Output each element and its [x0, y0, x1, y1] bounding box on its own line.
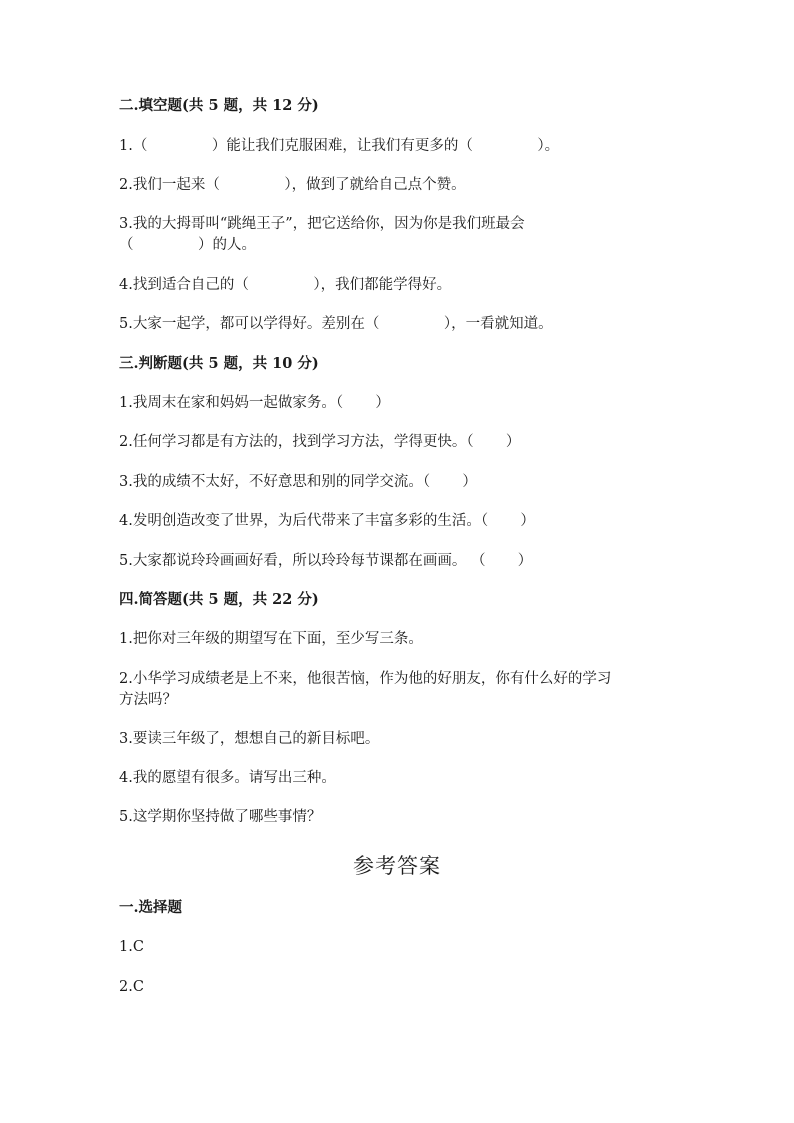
- section2-heading: 二.填空题(共 5 题，共 12 分): [119, 97, 319, 114]
- fill-question-4: 4.找到适合自己的（ ），我们都能学得好。: [119, 277, 452, 293]
- judge-question-5: 5.大家都说玲玲画画好看，所以玲玲每节课都在画画。 （ ）: [119, 553, 533, 569]
- section3-heading: 三.判断题(共 5 题，共 10 分): [119, 355, 319, 372]
- short-question-4: 4.我的愿望有很多。请写出三种。: [119, 770, 336, 786]
- fill-question-2: 2.我们一起来（ ），做到了就给自己点个赞。: [119, 177, 466, 193]
- judge-question-4: 4.发明创造改变了世界，为后代带来了丰富多彩的生活。（ ）: [119, 513, 535, 529]
- answer-1: 1.C: [119, 939, 144, 955]
- fill-question-3-line2: （ ）的人。: [119, 237, 257, 253]
- answers-title: 参考答案: [353, 854, 441, 878]
- section4-heading: 四.简答题(共 5 题，共 22 分): [119, 591, 319, 608]
- judge-question-2: 2.任何学习都是有方法的，找到学习方法，学得更快。（ ）: [119, 434, 521, 450]
- short-question-5: 5.这学期你坚持做了哪些事情？: [119, 809, 322, 825]
- short-question-2-line2: 方法吗？: [119, 692, 177, 708]
- fill-question-5: 5.大家一起学，都可以学得好。差别在（ ），一看就知道。: [119, 316, 553, 332]
- answer-2: 2.C: [119, 979, 144, 995]
- answers-section1-heading: 一.选择题: [119, 899, 183, 916]
- short-question-1: 1.把你对三年级的期望写在下面，至少写三条。: [119, 631, 423, 647]
- judge-question-1: 1.我周末在家和妈妈一起做家务。（ ）: [119, 395, 390, 411]
- short-question-3: 3.要读三年级了，想想自己的新目标吧。: [119, 731, 380, 747]
- fill-question-3-line1: 3.我的大拇哥叫“跳绳王子”，把它送给你，因为你是我们班最会: [119, 216, 525, 232]
- judge-question-3: 3.我的成绩不太好，不好意思和别的同学交流。（ ）: [119, 474, 477, 490]
- short-question-2-line1: 2.小华学习成绩老是上不来，他很苦恼，作为他的好朋友，你有什么好的学习: [119, 671, 612, 687]
- fill-question-1: 1.（ ）能让我们克服困难，让我们有更多的（ ）。: [119, 138, 560, 154]
